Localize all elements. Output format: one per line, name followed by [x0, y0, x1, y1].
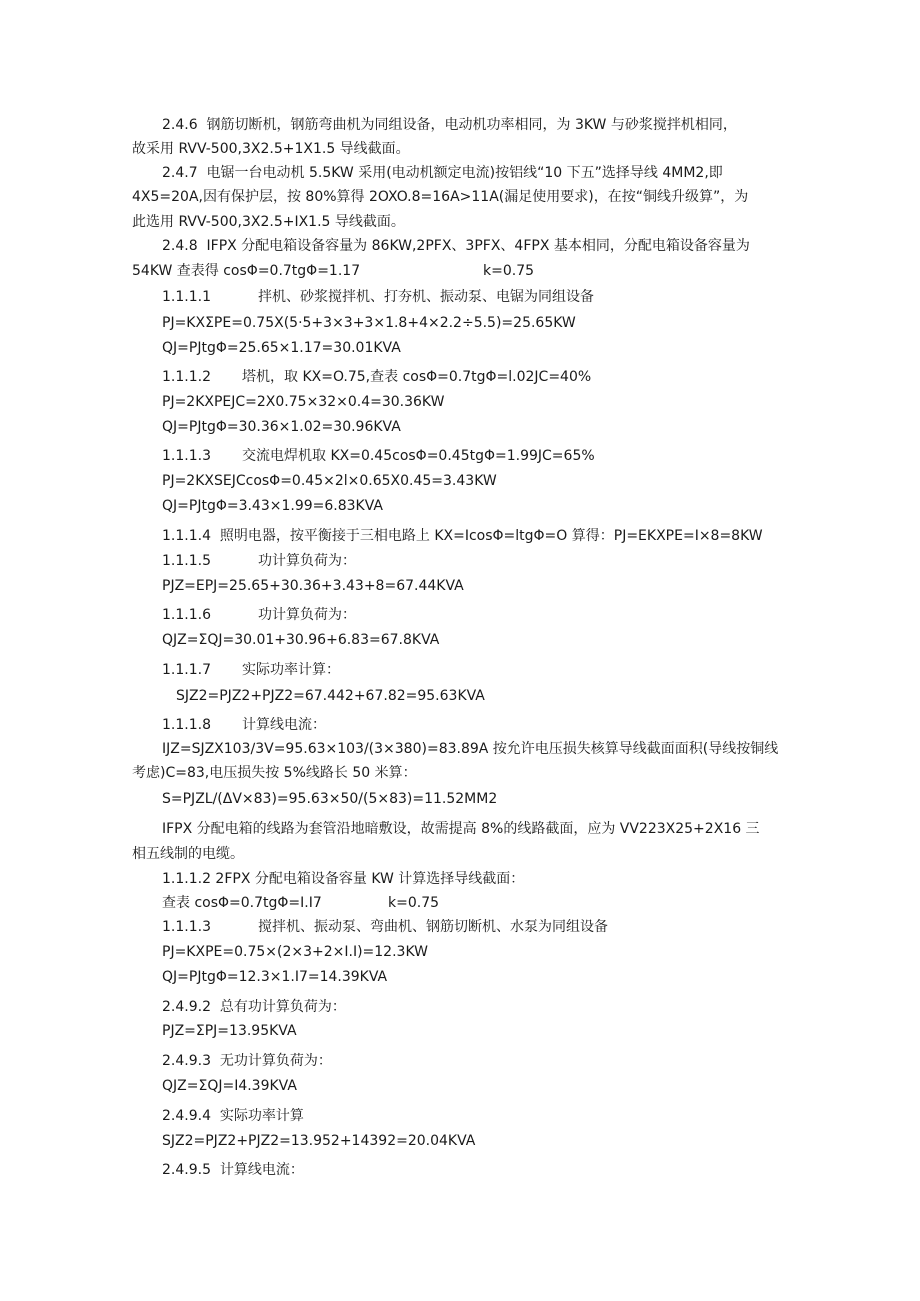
text-line: 2.4.9.3 无功计算负荷为：	[162, 1053, 332, 1069]
section-number: 1.1.1.1	[162, 289, 211, 305]
text-line: 交流电焊机取 KX=0.45cosΦ=0.45tgΦ=1.99JC=65%	[242, 448, 595, 464]
text-line: PJZ=ΣPJ=13.95KVA	[162, 1023, 297, 1039]
text-line: QJ=PJtgΦ=3.43×1.99=6.83KVA	[162, 498, 383, 514]
text-line: 54KW 查表得 cosΦ=0.7tgΦ=1.17	[132, 263, 361, 279]
text-line: 相五线制的电缆。	[132, 846, 244, 862]
text-line: 2.4.9.2 总有功计算负荷为：	[162, 999, 346, 1015]
text-line: 功计算负荷为：	[258, 607, 356, 623]
text-line: SJZ2=PJZ2+PJZ2=13.952+14392=20.04KVA	[162, 1133, 476, 1149]
text-line: S=PJZL/(ΔV×83)=95.63×50/(5×83)=11.52MM2	[162, 791, 498, 807]
text-line: 1.1.1.2 2FPX 分配电箱设备容量 KW 计算选择导线截面：	[162, 871, 525, 887]
text-line: k=0.75	[388, 895, 440, 911]
section-number: 1.1.1.2	[162, 369, 211, 385]
text-line: QJZ=ΣQJ=30.01+30.96+6.83=67.8KVA	[162, 632, 440, 648]
text-line: PJZ=EPJ=25.65+30.36+3.43+8=67.44KVA	[162, 578, 464, 594]
text-line: 2.4.7 电锯一台电动机 5.5KW 采用(电动机额定电流)按铝线“10 下五”选择导线 4MM2,即	[162, 165, 723, 181]
text-line: 功计算负荷为：	[258, 553, 356, 569]
text-line: 2.4.8 IFPX 分配电箱设备容量为 86KW,2PFX、3PFX、4FPX 基本相同，分配电箱设备容量为	[162, 238, 750, 254]
text-line: IJZ=SJZX103∕3V=95.63×103/(3×380)=83.89A 按允许电压损失核算导线截面面积(导线按铜线	[162, 741, 779, 757]
text-line: QJ=PJtgΦ=25.65×1.17=30.01KVA	[162, 340, 401, 356]
section-number: 1.1.1.7	[162, 662, 211, 678]
text-line: 2.4.9.4 实际功率计算	[162, 1108, 304, 1124]
text-line: 考虑)C=83,电压损失按 5%线路长 50 米算：	[132, 765, 417, 781]
text-line: 拌机、砂浆搅拌机、打夯机、振动泵、电锯为同组设备	[258, 289, 594, 305]
text-line: 2.4.6 钢筋切断机，钢筋弯曲机为同组设备，电动机功率相同，为 3KW 与砂浆搅拌机相同，	[162, 117, 737, 133]
text-line: PJ=2KXSEJCcosΦ=0.45×2l×0.65X0.45=3.43KW	[162, 473, 497, 489]
section-number: 1.1.1.5	[162, 553, 211, 569]
text-line: PJ=2KXPEJC=2X0.75×32×0.4=30.36KW	[162, 394, 445, 410]
section-number: 1.1.1.6	[162, 607, 211, 623]
text-line: 1.1.1.4 照明电器，按平衡接于三相电路上 KX=IcosΦ=ltgΦ=O 算得：PJ=EKXPE=I×8=8KW	[162, 528, 763, 544]
text-line: k=0.75	[483, 263, 535, 279]
text-line: 塔机，取 KX=O.75,查表 cosΦ=0.7tgΦ=l.02JC=40%	[242, 369, 592, 385]
text-line: 查表 cosΦ=0.7tgΦ=I.I7	[162, 895, 322, 911]
section-number: 1.1.1.8	[162, 717, 211, 733]
text-line: QJ=PJtgΦ=30.36×1.02=30.96KVA	[162, 419, 401, 435]
section-number: 1.1.1.3	[162, 919, 211, 935]
text-line: PJ=KXΣPE=0.75X(5·5+3×3+3×1.8+4×2.2÷5.5)=25.65KW	[162, 315, 576, 331]
text-line: 故采用 RVV-500,3X2.5+1X1.5 导线截面。	[132, 141, 410, 157]
text-line: 实际功率计算：	[242, 662, 340, 678]
text-line: IFPX 分配电箱的线路为套管沿地暗敷设，故需提高 8%的线路截面，应为 VV223X25+2X16 三	[162, 821, 760, 837]
text-line: 此选用 RVV-500,3X2.5+IX1.5 导线截面。	[132, 214, 405, 230]
text-line: PJ=KXPE=0.75×(2×3+2×I.I)=12.3KW	[162, 944, 428, 960]
text-line: QJ=PJtgΦ=12.3×1.I7=14.39KVA	[162, 969, 388, 985]
text-line: 2.4.9.5 计算线电流：	[162, 1162, 304, 1178]
section-number: 1.1.1.3	[162, 448, 211, 464]
text-line: 搅拌机、振动泵、弯曲机、钢筋切断机、水泵为同组设备	[258, 919, 608, 935]
text-line: 计算线电流：	[242, 717, 326, 733]
text-line: 4X5=20A,因有保护层，按 80%算得 2OXO.8=16A>11A(漏足使用要求)，在按“铜线升级算”，为	[132, 189, 749, 205]
text-line: SJZ2=PJZ2+PJZ2=67.442+67.82=95.63KVA	[176, 688, 485, 704]
text-line: QJZ=ΣQJ=I4.39KVA	[162, 1078, 297, 1094]
